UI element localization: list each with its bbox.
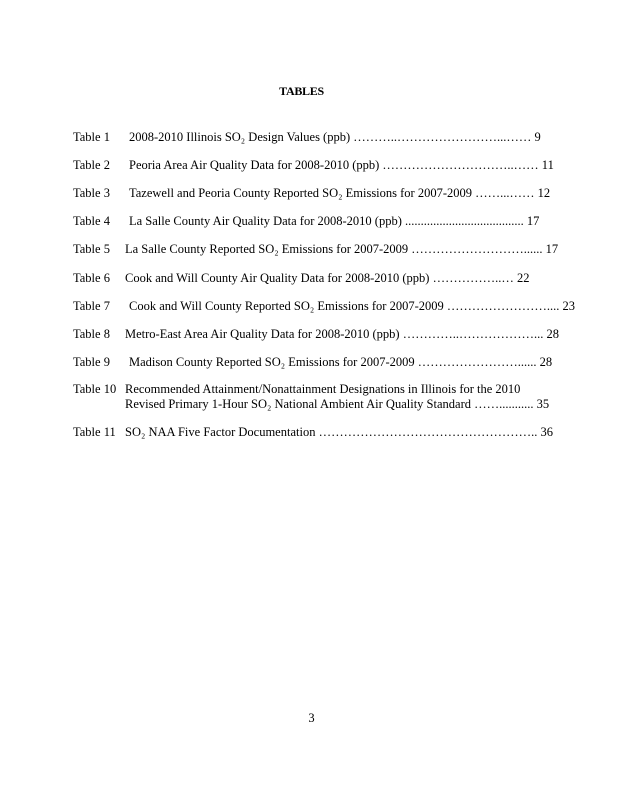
entry-label: Table 5 [73,242,110,256]
entry-title: Cook and Will County Air Quality Data for 2008-2010 (ppb) [125,271,430,285]
entry-leader: …………………………..…… [382,158,539,172]
entry-page: 17 [545,242,559,256]
entry-leader: ……………………...... [417,355,537,369]
entry-page: 9 [534,130,541,144]
entry-page: 23 [562,299,575,313]
entry-label: Table 8 [73,327,110,341]
entry-leader: ………………………...... [411,242,543,256]
entry-leader: ……………..… [432,271,514,285]
entry-title-continued: Revised Primary 1-Hour SO₂ National Ambient Air Quality Standard [125,397,471,411]
entry-line-2 [73,397,583,412]
entry-page: 22 [516,271,530,285]
entry-leader: …………………….... [446,299,560,313]
page-heading: TABLES [279,84,324,98]
entry-page: 12 [537,186,551,200]
toc-entry-table-3 [73,186,550,201]
entry-page: 11 [541,158,554,172]
toc-entry-table-11 [73,425,553,440]
entry-label: Table 9 [73,355,110,369]
toc-entry-table-2 [73,158,554,173]
entry-title: Tazewell and Peoria County Reported SO₂ Emissions for 2007-2009 [129,186,473,200]
entry-title: La Salle County Air Quality Data for 2008-2010 (ppb) [129,214,402,228]
entry-label: Table 10 [73,382,117,396]
toc-entry-table-4 [73,214,539,229]
entry-page: 28 [546,327,559,341]
entry-leader: ...................................... [405,214,524,228]
toc-entry-table-10 [73,382,583,412]
entry-title: Madison County Reported SO₂ Emissions for 2007-2009 [129,355,415,369]
entry-leader: ………..……………………...…… [353,130,532,144]
entry-line-1 [73,382,583,397]
entry-title: Peoria Area Air Quality Data for 2008-2010 (ppb) [129,158,380,172]
entry-label: Table 7 [73,299,110,313]
page-number: 3 [308,711,315,725]
toc-entry-table-9 [73,355,552,370]
entry-leader: ……...…… [475,186,535,200]
toc-entry-table-7 [73,299,575,314]
entry-page: 28 [539,355,553,369]
entry-leader: …………..………………... [402,327,544,341]
entry-label: Table 11 [73,425,116,439]
entry-title: Cook and Will County Reported SO₂ Emissions for 2007-2009 [129,299,444,313]
toc-entry-table-8 [73,327,559,342]
entry-title: 2008-2010 Illinois SO₂ Design Values (ppb) [129,130,351,144]
toc-entry-table-6 [73,271,529,286]
entry-title: SO₂ NAA Five Factor Documentation [125,425,316,439]
toc-entry-table-5 [73,242,558,257]
entry-leader: ……........... [474,397,534,411]
entry-title: Metro-East Area Air Quality Data for 2008-2010 (ppb) [125,327,400,341]
entry-title: La Salle County Reported SO₂ Emissions for 2007-2009 [125,242,409,256]
entry-leader: …………………………………………….. [318,425,538,439]
entry-label: Table 1 [73,130,110,144]
entry-page: 36 [540,425,553,439]
entry-label: Table 4 [73,214,110,228]
toc-entry-table-1 [73,130,541,145]
entry-page: 17 [526,214,540,228]
entry-label: Table 6 [73,271,110,285]
entry-label: Table 3 [73,186,110,200]
entry-title: Recommended Attainment/Nonattainment Designations in Illinois for the 2010 [125,382,521,396]
entry-label: Table 2 [73,158,110,172]
entry-page: 35 [536,397,550,411]
